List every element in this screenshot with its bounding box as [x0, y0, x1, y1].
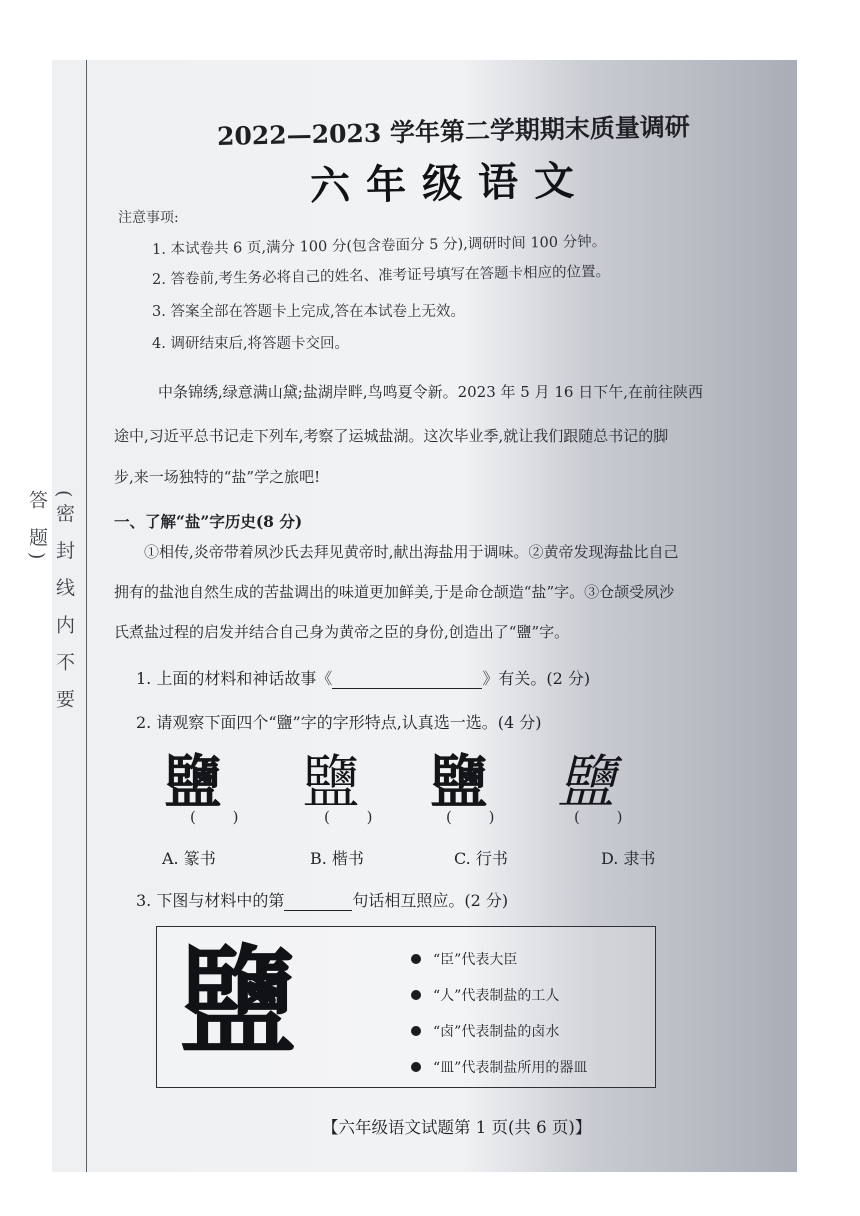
notes-heading: 注意事项: — [118, 210, 179, 226]
material-line: ①相传,炎帝带着夙沙氏去拜见黄帝时,献出海盐用于调味。②黄帝发现海盐比自己 — [144, 543, 679, 561]
answer-paren[interactable]: ( ) — [446, 808, 511, 826]
intro-line: 步,来一场独特的“盐”学之旅吧! — [114, 468, 321, 486]
question-3-text: 3. 下图与材料中的第 — [136, 891, 285, 910]
note-item: 3. 答案全部在答题卡上完成,答在本试卷上无效。 — [152, 304, 466, 320]
question-1-suffix: 》有关。(2 分) — [482, 669, 591, 688]
subject-title: 六年级语文 — [309, 157, 591, 210]
legend-item: “人”代表制盐的工人 — [411, 977, 587, 1013]
seal-script-glyph: 鹽 — [164, 748, 223, 816]
material-line: 拥有的盐池自然生成的苦盐调出的味道更加鲜美,于是命仓颉造“盐”字。③仓颉受夙沙 — [114, 583, 675, 601]
section-heading: 一、了解“盐”字历史(8 分) — [114, 512, 303, 531]
intro-line: 途中,习近平总书记走下列车,考察了运城盐湖。这次毕业季,就让我们跟随总书记的脚 — [114, 427, 669, 445]
option-a: A. 篆书 — [162, 849, 216, 868]
margin-rule — [86, 60, 87, 1172]
legend-item: “皿”代表制盐所用的器皿 — [411, 1049, 587, 1085]
question-3 — [136, 888, 508, 911]
answer-blank[interactable] — [332, 672, 482, 689]
answer-paren[interactable]: ( ) — [324, 808, 389, 826]
question-1-text: 1. 上面的材料和神话故事《 — [136, 669, 333, 688]
question-3-suffix: 句话相互照应。(2 分) — [352, 891, 509, 910]
note-item: 1. 本试卷共 6 页,满分 100 分(包含卷面分 5 分),调研时间 100 分钟。 — [151, 234, 607, 258]
legend-item: “臣”代表大臣 — [411, 941, 587, 977]
note-item: 2. 答卷前,考生务必将自己的姓名、准考证号填写在答题卡相应的位置。 — [151, 264, 611, 288]
bullet-icon — [411, 990, 421, 1000]
option-d: D. 隶书 — [601, 849, 656, 868]
clerical-script-glyph: 鹽 — [430, 748, 489, 816]
bullet-icon — [411, 1062, 421, 1072]
figure-glyph: 鹽 — [179, 932, 298, 1071]
option-b: B. 楷书 — [310, 849, 364, 868]
option-c: C. 行书 — [454, 849, 508, 868]
exam-title: 2022—2023 学年第二学期期末质量调研 — [216, 112, 691, 152]
figure-legend — [411, 941, 587, 1085]
regular-script-glyph: 鹽 — [302, 748, 361, 816]
question-1 — [136, 666, 590, 689]
question-2: 2. 请观察下面四个“鹽”字的字形特点,认真选一选。(4 分) — [136, 713, 542, 732]
answer-paren[interactable]: ( ) — [190, 808, 255, 826]
bullet-icon — [411, 1026, 421, 1036]
material-line: 氏煮盐过程的启发并结合自己身为黄帝之臣的身份,创造出了“鹽”字。 — [114, 623, 570, 641]
answer-paren[interactable]: ( ) — [574, 808, 639, 826]
exam-paper — [26, 60, 797, 1172]
binding-margin-text: (密 封 线 内 不 要 答 题) — [26, 490, 75, 714]
bullet-icon — [411, 954, 421, 964]
intro-line: 中条锦绣,绿意满山黛;盐湖岸畔,鸟鸣夏令新。2023 年 5 月 16 日下午,在前往陕西 — [158, 383, 704, 401]
answer-blank[interactable] — [284, 894, 352, 911]
character-figure — [156, 926, 656, 1088]
running-script-glyph: 鹽 — [557, 748, 616, 816]
page-footer: 【六年级语文试题第 1 页(共 6 页)】 — [322, 1118, 592, 1137]
legend-item: “卤”代表制盐的卤水 — [411, 1013, 587, 1049]
note-item: 4. 调研结束后,将答题卡交回。 — [152, 336, 350, 352]
